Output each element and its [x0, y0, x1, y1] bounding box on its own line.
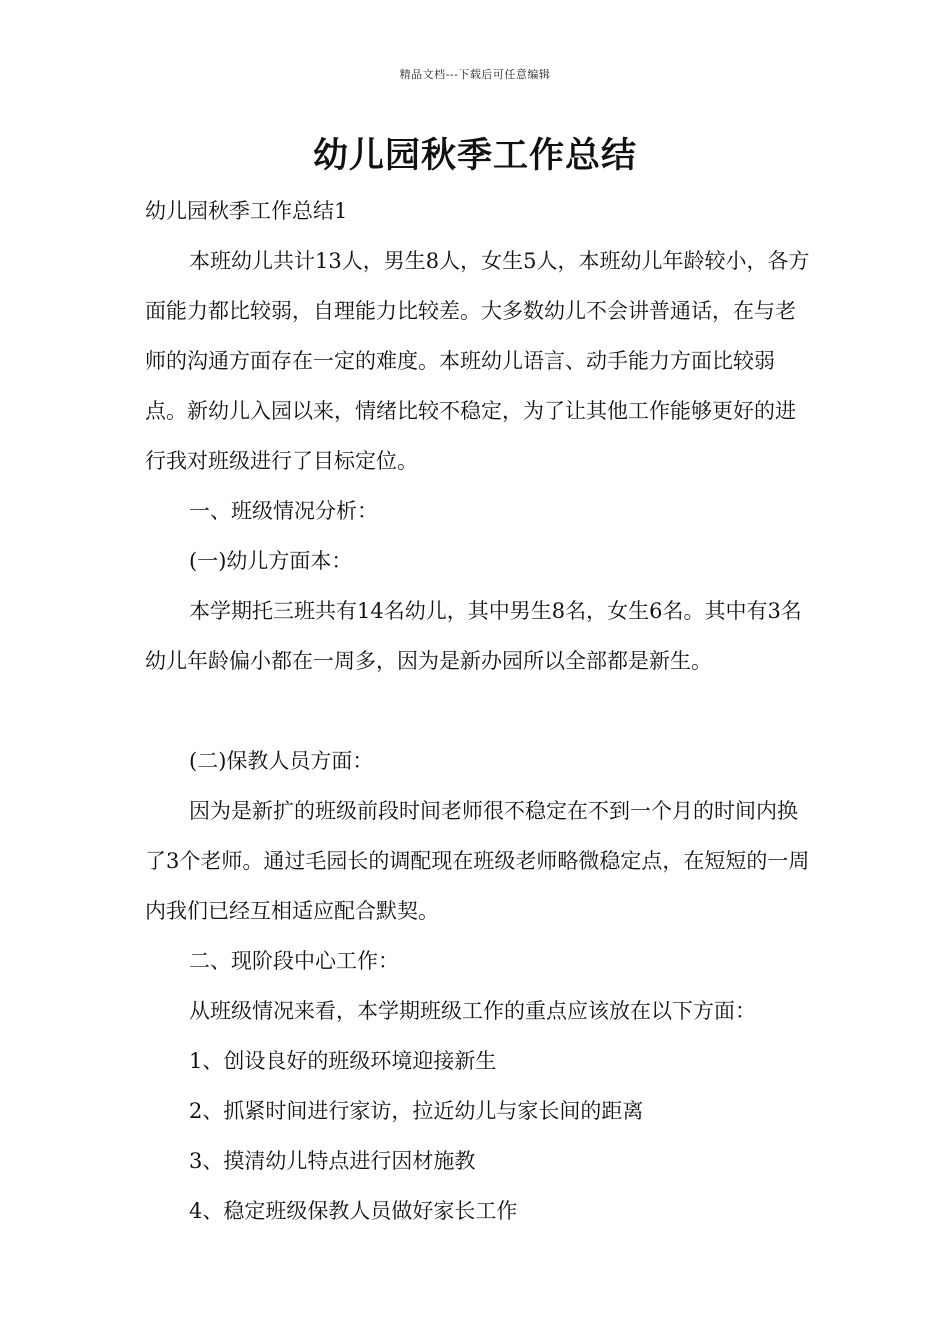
list-item: 4、稳定班级保教人员做好家长工作 [189, 1199, 518, 1223]
header-note: 精品文档---下载后可任意编辑 [399, 68, 551, 81]
paragraph-intro: 本班幼儿共计13人，男生8人，女生5人，本班幼儿年龄较小，各方面能力都比较弱，自理能力比较差。大多数幼儿不会讲普通话，在与老师的沟通方面存在一定的难度。本班幼儿语言、动手能力方面比较弱点。新幼儿入园以来，情绪比较不稳定，为了让其他工作能够更好的进行我对班级进行了目标定位。 [145, 249, 810, 473]
section-subtitle: 幼儿园秋季工作总结1 [145, 199, 348, 223]
paragraph-children: 本学期托三班共有14名幼儿，其中男生8名，女生6名。其中有3名幼儿年龄偏小都在一周多，因为是新办园所以全部都是新生。 [145, 599, 802, 673]
heading-current-work: 二、现阶段中心工作： [189, 949, 399, 973]
list-item: 2、抓紧时间进行家访，拉近幼儿与家长间的距离 [189, 1099, 644, 1123]
heading-class-analysis: 一、班级情况分析： [189, 499, 378, 523]
paragraph-focus: 从班级情况来看，本学期班级工作的重点应该放在以下方面： [189, 999, 756, 1023]
list-item: 3、摸清幼儿特点进行因材施教 [189, 1149, 476, 1173]
subheading-staff: (二)保教人员方面： [189, 749, 374, 773]
blank-line [145, 686, 815, 736]
list-item: 1、创设良好的班级环境迎接新生 [189, 1049, 497, 1073]
document-title: 幼儿园秋季工作总结 [312, 135, 637, 176]
subheading-children: (一)幼儿方面本： [189, 549, 353, 573]
paragraph-staff: 因为是新扩的班级前段时间老师很不稳定在不到一个月的时间内换了3个老师。通过毛园长的调配现在班级老师略微稳定点，在短短的一周内我们已经互相适应配合默契。 [145, 799, 810, 923]
document-body [145, 186, 815, 1236]
